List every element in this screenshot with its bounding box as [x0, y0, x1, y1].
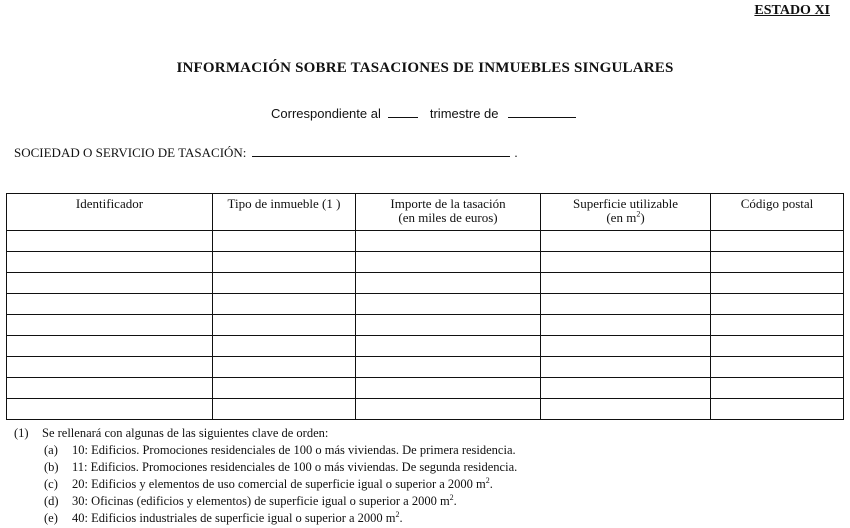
column-header-importe — [356, 194, 541, 231]
period-line — [271, 106, 576, 121]
footnote-item-letter: (b) — [44, 460, 59, 474]
cell-identificador[interactable] — [7, 315, 213, 336]
footnote-item-letter: (d) — [44, 494, 59, 508]
footnote-item-suffix: . — [453, 494, 457, 508]
footnote-item — [14, 459, 517, 476]
footnote-item-text — [72, 510, 403, 527]
footnote-item-body: 20: Edificios y elementos de uso comercial de superficie igual o superior a 2000 m — [72, 477, 486, 491]
cell-superficie[interactable] — [541, 273, 711, 294]
form-code: ESTADO XI — [754, 3, 830, 18]
footnote-item-body: 30: Oficinas (edificios y elementos) de superficie igual o superior a 2000 m — [72, 494, 450, 508]
superscript: 2 — [395, 509, 400, 519]
cell-identificador[interactable] — [7, 294, 213, 315]
table-header-row — [7, 194, 844, 231]
table-row — [7, 315, 844, 336]
column-header-sublabel: (en m — [606, 210, 637, 225]
cell-tipo[interactable] — [213, 378, 356, 399]
table-row — [7, 252, 844, 273]
cell-superficie[interactable] — [541, 399, 711, 420]
tasaciones-table — [6, 193, 844, 420]
footnote-item-letter: (a) — [44, 443, 58, 457]
footnote-item — [14, 493, 517, 510]
sociedad-label: SOCIEDAD O SERVICIO DE TASACIÓN: — [14, 145, 247, 160]
cell-importe[interactable] — [356, 252, 541, 273]
footnote-item-letter: (c) — [44, 477, 58, 491]
footnote-item — [14, 476, 517, 493]
cell-identificador[interactable] — [7, 252, 213, 273]
footnote-item-text — [72, 493, 457, 510]
cell-codigo-postal[interactable] — [711, 399, 844, 420]
column-header-tipo — [213, 194, 356, 231]
table-row — [7, 273, 844, 294]
table-row — [7, 336, 844, 357]
quarter-blank-field[interactable] — [388, 106, 418, 118]
column-header-label: Superficie utilizable — [572, 196, 679, 211]
cell-codigo-postal[interactable] — [711, 231, 844, 252]
table-row — [7, 378, 844, 399]
period-middle-label: trimestre de — [429, 106, 499, 121]
cell-superficie[interactable] — [541, 252, 711, 273]
column-header-label: Código postal — [740, 196, 814, 211]
footnote-item — [14, 510, 517, 527]
cell-importe[interactable] — [356, 378, 541, 399]
cell-codigo-postal[interactable] — [711, 315, 844, 336]
footnote-item-body: 10: Edificios. Promociones residenciales de 100 o más viviendas. De primera residencia. — [72, 443, 516, 457]
cell-codigo-postal[interactable] — [711, 252, 844, 273]
cell-importe[interactable] — [356, 231, 541, 252]
cell-identificador[interactable] — [7, 231, 213, 252]
cell-importe[interactable] — [356, 273, 541, 294]
column-header-sublabel: (en miles de euros) — [398, 210, 498, 225]
superscript: 2 — [636, 209, 641, 219]
table-row — [7, 399, 844, 420]
cell-superficie[interactable] — [541, 315, 711, 336]
superscript: 2 — [485, 475, 490, 485]
column-header-label: Importe de la tasación — [390, 196, 506, 211]
column-header-label: Tipo de inmueble (1 ) — [227, 196, 341, 211]
cell-identificador[interactable] — [7, 336, 213, 357]
cell-importe[interactable] — [356, 336, 541, 357]
cell-superficie[interactable] — [541, 378, 711, 399]
cell-tipo[interactable] — [213, 231, 356, 252]
cell-tipo[interactable] — [213, 357, 356, 378]
footnote-intro-text: Se rellenará con algunas de las siguientes clave de orden: — [42, 426, 329, 440]
cell-codigo-postal[interactable] — [711, 378, 844, 399]
footnote-intro — [14, 425, 517, 442]
table-row — [7, 231, 844, 252]
table-row — [7, 294, 844, 315]
year-blank-field[interactable] — [508, 106, 576, 118]
cell-identificador[interactable] — [7, 357, 213, 378]
cell-tipo[interactable] — [213, 273, 356, 294]
footnote-item-suffix: . — [489, 477, 493, 491]
footnote-item-body: 11: Edificios. Promociones residenciales de 100 o más viviendas. De segunda residencia. — [72, 460, 518, 474]
footnotes — [14, 425, 517, 527]
footnote-item — [14, 442, 517, 459]
cell-tipo[interactable] — [213, 399, 356, 420]
cell-importe[interactable] — [356, 357, 541, 378]
cell-codigo-postal[interactable] — [711, 273, 844, 294]
sociedad-end-dot: . — [514, 145, 518, 160]
cell-tipo[interactable] — [213, 315, 356, 336]
cell-tipo[interactable] — [213, 336, 356, 357]
cell-identificador[interactable] — [7, 399, 213, 420]
column-header-label: Identificador — [75, 196, 144, 211]
cell-superficie[interactable] — [541, 231, 711, 252]
table-row — [7, 357, 844, 378]
column-header-identificador — [7, 194, 213, 231]
column-header-superficie — [541, 194, 711, 231]
footnote-item-body: 40: Edificios industriales de superficie igual o superior a 2000 m — [72, 511, 396, 525]
cell-superficie[interactable] — [541, 294, 711, 315]
cell-identificador[interactable] — [7, 378, 213, 399]
footnote-item-suffix: . — [399, 511, 403, 525]
footnote-item-letter: (e) — [44, 511, 58, 525]
cell-superficie[interactable] — [541, 336, 711, 357]
cell-superficie[interactable] — [541, 357, 711, 378]
footnote-number: (1) — [14, 426, 29, 440]
superscript: 2 — [449, 492, 454, 502]
sociedad-blank-field[interactable] — [252, 145, 510, 157]
cell-codigo-postal[interactable] — [711, 336, 844, 357]
footnote-item-text — [72, 476, 493, 493]
cell-codigo-postal[interactable] — [711, 294, 844, 315]
footnote-item-text — [72, 442, 516, 459]
page-title: INFORMACIÓN SOBRE TASACIONES DE INMUEBLES SINGULARES — [176, 60, 674, 76]
footnote-item-text — [72, 459, 517, 476]
cell-tipo[interactable] — [213, 252, 356, 273]
column-header-codigo-postal — [711, 194, 844, 231]
cell-importe[interactable] — [356, 315, 541, 336]
cell-identificador[interactable] — [7, 273, 213, 294]
table-body — [7, 231, 844, 420]
cell-codigo-postal[interactable] — [711, 357, 844, 378]
cell-importe[interactable] — [356, 399, 541, 420]
period-prefix-label: Correspondiente al — [271, 106, 381, 121]
cell-tipo[interactable] — [213, 294, 356, 315]
sociedad-line — [14, 145, 518, 161]
column-header-suffix: ) — [640, 210, 645, 225]
cell-importe[interactable] — [356, 294, 541, 315]
